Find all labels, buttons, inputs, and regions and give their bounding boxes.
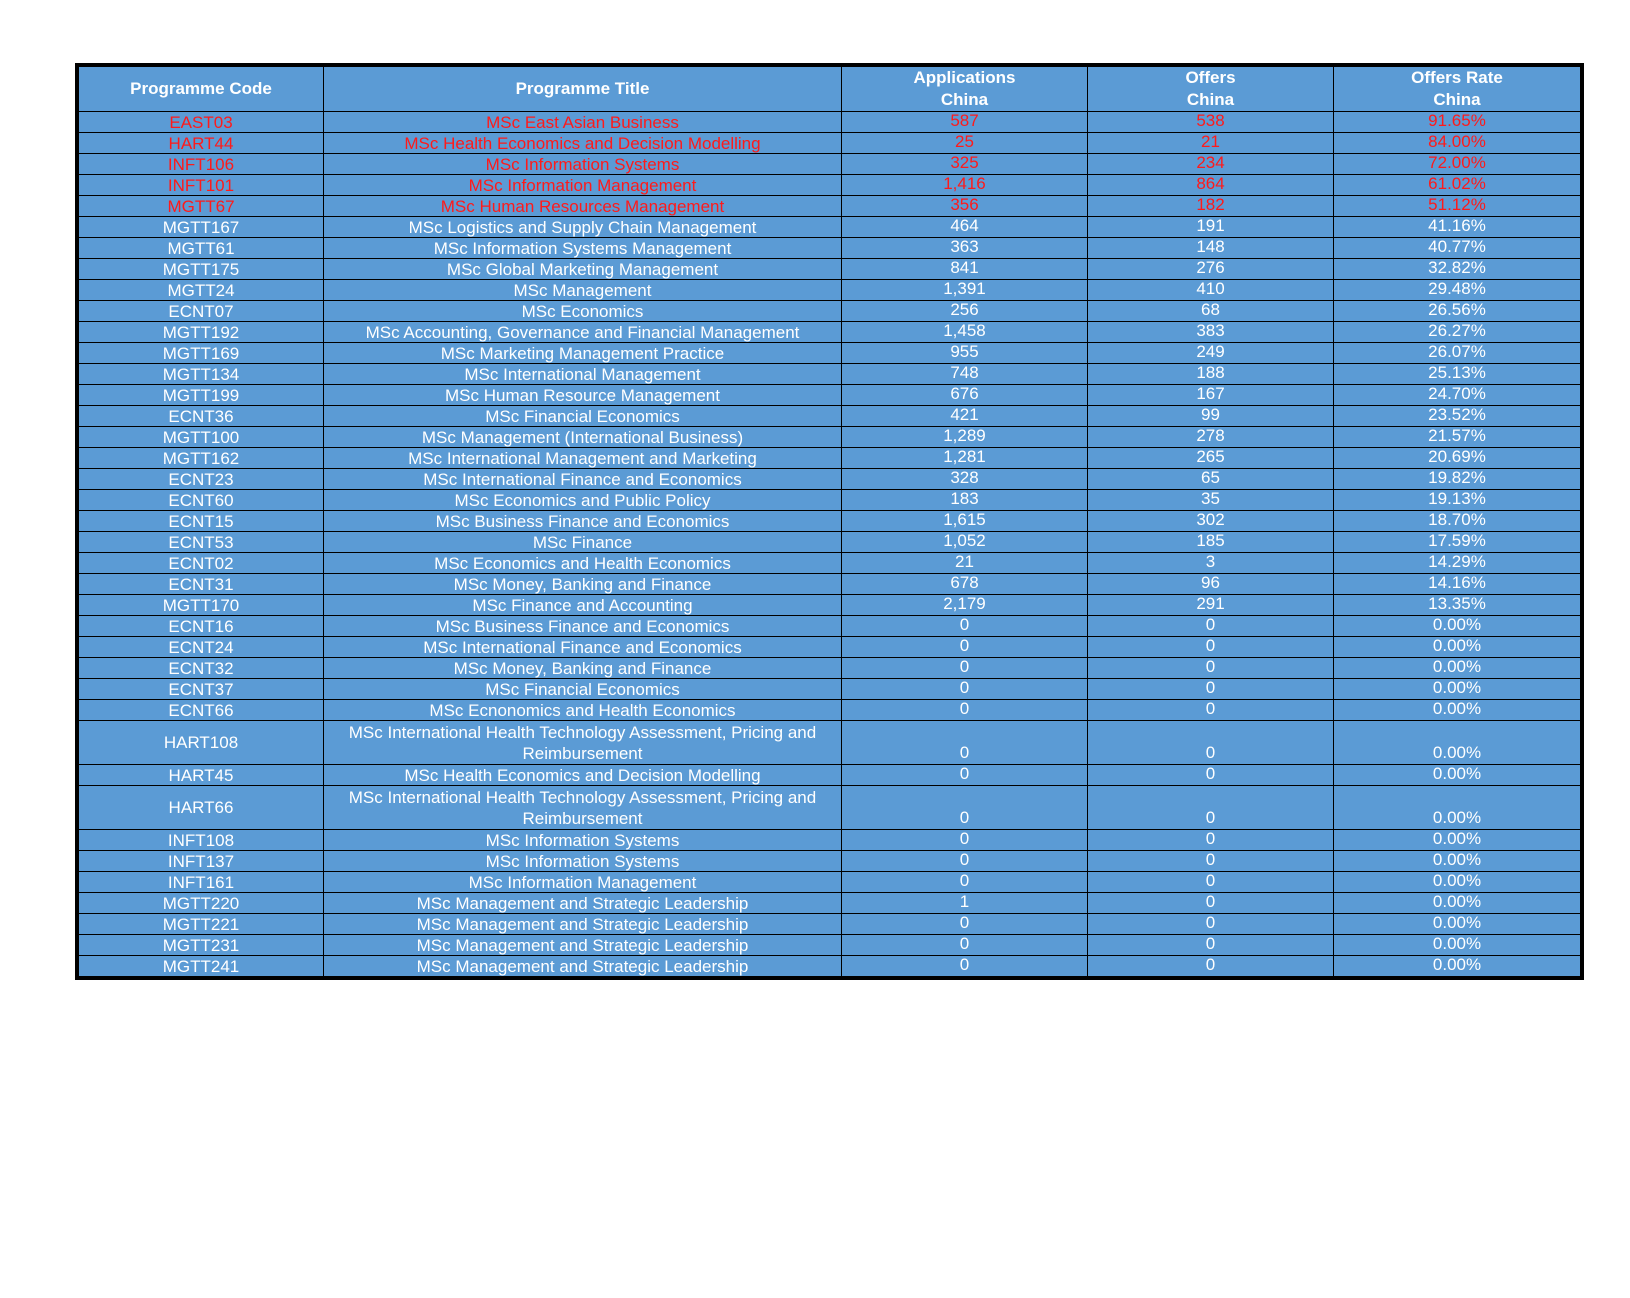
cell-programme-code[interactable]: INFT161	[79, 872, 324, 893]
cell-offers-rate[interactable]: 17.59%	[1334, 532, 1581, 553]
table-row	[79, 427, 1581, 448]
cell-offers[interactable]: 68	[1088, 301, 1334, 322]
table-row	[79, 830, 1581, 851]
cell-offers[interactable]: 182	[1088, 196, 1334, 217]
cell-applications[interactable]: 1,416	[842, 175, 1088, 196]
cell-programme-code[interactable]: ECNT24	[79, 637, 324, 658]
cell-programme-title[interactable]: MSc Information Management	[324, 872, 842, 893]
cell-programme-code[interactable]: MGTT162	[79, 448, 324, 469]
cell-offers[interactable]: 3	[1088, 553, 1334, 574]
table-row	[79, 786, 1581, 830]
cell-offers[interactable]: 0	[1088, 700, 1334, 721]
table-row	[79, 637, 1581, 658]
cell-programme-code[interactable]: ECNT07	[79, 301, 324, 322]
cell-offers[interactable]: 383	[1088, 322, 1334, 343]
table-row	[79, 196, 1581, 217]
table-row	[79, 175, 1581, 196]
cell-offers[interactable]: 291	[1088, 595, 1334, 616]
cell-programme-title[interactable]: MSc East Asian Business	[324, 112, 842, 133]
table-row	[79, 511, 1581, 532]
cell-applications[interactable]: 356	[842, 196, 1088, 217]
header-rate-region: China	[1433, 90, 1481, 109]
table-row	[79, 385, 1581, 406]
cell-applications[interactable]: 678	[842, 574, 1088, 595]
cell-offers[interactable]: 99	[1088, 406, 1334, 427]
table-row	[79, 956, 1581, 977]
cell-programme-code[interactable]: MGTT134	[79, 364, 324, 385]
cell-offers[interactable]: 0	[1088, 956, 1334, 977]
cell-applications[interactable]: 0	[842, 616, 1088, 637]
cell-programme-title[interactable]: MSc Finance and Accounting	[324, 595, 842, 616]
cell-programme-code[interactable]: ECNT32	[79, 658, 324, 679]
table-row	[79, 721, 1581, 765]
cell-applications[interactable]: 841	[842, 259, 1088, 280]
table-row	[79, 595, 1581, 616]
table-row	[79, 532, 1581, 553]
cell-programme-title[interactable]: MSc Finance	[324, 532, 842, 553]
cell-programme-title[interactable]: MSc International Management and Marketing	[324, 448, 842, 469]
cell-applications[interactable]: 0	[842, 956, 1088, 977]
cell-offers-rate[interactable]: 24.70%	[1334, 385, 1581, 406]
table-body	[79, 112, 1581, 977]
cell-programme-title[interactable]: MSc Management	[324, 280, 842, 301]
cell-offers-rate[interactable]: 29.48%	[1334, 280, 1581, 301]
cell-applications[interactable]: 21	[842, 553, 1088, 574]
cell-applications[interactable]: 0	[842, 786, 1088, 830]
cell-programme-title[interactable]: MSc Economics and Public Policy	[324, 490, 842, 511]
table-row	[79, 679, 1581, 700]
table-row	[79, 406, 1581, 427]
table-row	[79, 154, 1581, 175]
cell-applications[interactable]: 183	[842, 490, 1088, 511]
cell-programme-code[interactable]: MGTT175	[79, 259, 324, 280]
cell-applications[interactable]: 421	[842, 406, 1088, 427]
cell-programme-title[interactable]: MSc Accounting, Governance and Financial Management	[324, 322, 842, 343]
cell-offers[interactable]: 0	[1088, 914, 1334, 935]
cell-offers-rate[interactable]: 0.00%	[1334, 914, 1581, 935]
table-row	[79, 217, 1581, 238]
cell-programme-title[interactable]: MSc Financial Economics	[324, 679, 842, 700]
cell-programme-title[interactable]: MSc Management and Strategic Leadership	[324, 893, 842, 914]
table-row	[79, 133, 1581, 154]
cell-offers-rate[interactable]: 19.82%	[1334, 469, 1581, 490]
cell-programme-title[interactable]: MSc Health Economics and Decision Modelling	[324, 765, 842, 786]
header-rate-label: Offers Rate	[1411, 68, 1503, 87]
cell-applications[interactable]: 0	[842, 637, 1088, 658]
cell-offers[interactable]: 0	[1088, 830, 1334, 851]
cell-offers[interactable]: 278	[1088, 427, 1334, 448]
table-row	[79, 112, 1581, 133]
cell-offers-rate[interactable]: 0.00%	[1334, 786, 1581, 830]
cell-applications[interactable]: 325	[842, 154, 1088, 175]
cell-programme-title[interactable]: MSc Information Systems	[324, 830, 842, 851]
table-row	[79, 343, 1581, 364]
cell-programme-code[interactable]: ECNT16	[79, 616, 324, 637]
cell-programme-code[interactable]: MGTT167	[79, 217, 324, 238]
cell-programme-title[interactable]: MSc Information Systems	[324, 154, 842, 175]
cell-offers-rate[interactable]: 0.00%	[1334, 765, 1581, 786]
table-row	[79, 658, 1581, 679]
cell-offers[interactable]: 265	[1088, 448, 1334, 469]
cell-programme-code[interactable]: EAST03	[79, 112, 324, 133]
cell-programme-title[interactable]: MSc Financial Economics	[324, 406, 842, 427]
table-row	[79, 280, 1581, 301]
cell-offers-rate[interactable]: 25.13%	[1334, 364, 1581, 385]
cell-offers[interactable]: 0	[1088, 637, 1334, 658]
cell-programme-title[interactable]: MSc Management and Strategic Leadership	[324, 935, 842, 956]
cell-applications[interactable]: 0	[842, 851, 1088, 872]
cell-offers-rate[interactable]: 0.00%	[1334, 658, 1581, 679]
cell-offers[interactable]: 21	[1088, 133, 1334, 154]
cell-programme-code[interactable]: MGTT169	[79, 343, 324, 364]
cell-applications[interactable]: 464	[842, 217, 1088, 238]
cell-programme-title[interactable]: MSc Business Finance and Economics	[324, 616, 842, 637]
cell-applications[interactable]: 363	[842, 238, 1088, 259]
cell-programme-title[interactable]: MSc Logistics and Supply Chain Management	[324, 217, 842, 238]
cell-programme-code[interactable]: INFT101	[79, 175, 324, 196]
cell-offers-rate[interactable]: 0.00%	[1334, 872, 1581, 893]
header-programme-code[interactable]: Programme Code	[79, 67, 324, 112]
cell-applications[interactable]: 0	[842, 914, 1088, 935]
cell-programme-code[interactable]: MGTT24	[79, 280, 324, 301]
cell-programme-code[interactable]: ECNT23	[79, 469, 324, 490]
cell-offers[interactable]: 0	[1088, 679, 1334, 700]
header-applications-label: Applications	[913, 68, 1016, 87]
cell-programme-code[interactable]: MGTT100	[79, 427, 324, 448]
cell-programme-code[interactable]: ECNT37	[79, 679, 324, 700]
cell-applications[interactable]: 0	[842, 700, 1088, 721]
cell-offers[interactable]: 0	[1088, 872, 1334, 893]
cell-programme-code[interactable]: INFT137	[79, 851, 324, 872]
cell-offers[interactable]: 538	[1088, 112, 1334, 133]
cell-programme-code[interactable]: MGTT192	[79, 322, 324, 343]
cell-applications[interactable]: 1,458	[842, 322, 1088, 343]
cell-offers-rate[interactable]: 0.00%	[1334, 700, 1581, 721]
cell-offers[interactable]: 188	[1088, 364, 1334, 385]
cell-applications[interactable]: 2,179	[842, 595, 1088, 616]
cell-programme-code[interactable]: MGTT67	[79, 196, 324, 217]
cell-offers-rate[interactable]: 0.00%	[1334, 830, 1581, 851]
cell-programme-title[interactable]: MSc Economics and Health Economics	[324, 553, 842, 574]
cell-offers[interactable]: 302	[1088, 511, 1334, 532]
cell-programme-code[interactable]: MGTT231	[79, 935, 324, 956]
cell-applications[interactable]: 748	[842, 364, 1088, 385]
cell-offers-rate[interactable]: 14.29%	[1334, 553, 1581, 574]
cell-programme-code[interactable]: MGTT241	[79, 956, 324, 977]
cell-programme-title[interactable]: MSc Human Resources Management	[324, 196, 842, 217]
cell-programme-code[interactable]: INFT106	[79, 154, 324, 175]
cell-programme-title[interactable]: MSc Health Economics and Decision Modelling	[324, 133, 842, 154]
cell-offers-rate[interactable]: 0.00%	[1334, 679, 1581, 700]
cell-offers-rate[interactable]: 0.00%	[1334, 893, 1581, 914]
cell-offers[interactable]: 148	[1088, 238, 1334, 259]
table-row	[79, 616, 1581, 637]
cell-programme-title[interactable]: MSc Money, Banking and Finance	[324, 574, 842, 595]
cell-offers[interactable]: 0	[1088, 721, 1334, 765]
table-row	[79, 322, 1581, 343]
header-applications-region: China	[940, 90, 989, 109]
cell-applications[interactable]: 0	[842, 872, 1088, 893]
cell-applications[interactable]: 1	[842, 893, 1088, 914]
cell-programme-code[interactable]: MGTT61	[79, 238, 324, 259]
cell-offers[interactable]: 0	[1088, 786, 1334, 830]
cell-offers-rate[interactable]: 0.00%	[1334, 637, 1581, 658]
table-row	[79, 448, 1581, 469]
cell-applications[interactable]: 0	[842, 658, 1088, 679]
cell-offers-rate[interactable]: 26.07%	[1334, 343, 1581, 364]
table-row	[79, 935, 1581, 956]
cell-offers-rate[interactable]: 51.12%	[1334, 196, 1581, 217]
cell-programme-title[interactable]: MSc Global Marketing Management	[324, 259, 842, 280]
spreadsheet-sheet	[75, 63, 1584, 980]
cell-programme-code[interactable]: MGTT221	[79, 914, 324, 935]
cell-applications[interactable]: 955	[842, 343, 1088, 364]
cell-applications[interactable]: 0	[842, 679, 1088, 700]
header-offers-label: Offers	[1185, 68, 1236, 87]
cell-offers-rate[interactable]: 91.65%	[1334, 112, 1581, 133]
cell-programme-code[interactable]: HART44	[79, 133, 324, 154]
cell-offers-rate[interactable]: 0.00%	[1334, 956, 1581, 977]
cell-offers-rate[interactable]: 0.00%	[1334, 721, 1581, 765]
cell-applications[interactable]: 1,281	[842, 448, 1088, 469]
cell-programme-code[interactable]: ECNT31	[79, 574, 324, 595]
table-row	[79, 872, 1581, 893]
cell-applications[interactable]: 0	[842, 830, 1088, 851]
cell-applications[interactable]: 1,391	[842, 280, 1088, 301]
header-row	[79, 67, 1581, 112]
cell-offers-rate[interactable]: 21.57%	[1334, 427, 1581, 448]
table-row	[79, 364, 1581, 385]
cell-programme-title[interactable]: MSc International Finance and Economics	[324, 469, 842, 490]
cell-offers[interactable]: 0	[1088, 893, 1334, 914]
cell-offers-rate[interactable]: 26.56%	[1334, 301, 1581, 322]
cell-offers-rate[interactable]: 40.77%	[1334, 238, 1581, 259]
cell-programme-code[interactable]: INFT108	[79, 830, 324, 851]
table-row	[79, 490, 1581, 511]
table-row	[79, 553, 1581, 574]
cell-offers-rate[interactable]: 84.00%	[1334, 133, 1581, 154]
cell-offers-rate[interactable]: 14.16%	[1334, 574, 1581, 595]
table-row	[79, 469, 1581, 490]
cell-programme-title[interactable]: MSc Information Systems Management	[324, 238, 842, 259]
cell-programme-title[interactable]: MSc Money, Banking and Finance	[324, 658, 842, 679]
cell-offers[interactable]: 276	[1088, 259, 1334, 280]
cell-programme-code[interactable]: ECNT66	[79, 700, 324, 721]
cell-programme-title[interactable]: MSc Information Management	[324, 175, 842, 196]
cell-offers[interactable]: 0	[1088, 935, 1334, 956]
cell-offers[interactable]: 191	[1088, 217, 1334, 238]
cell-offers[interactable]: 35	[1088, 490, 1334, 511]
cell-programme-title[interactable]: MSc Information Systems	[324, 851, 842, 872]
cell-programme-title[interactable]: MSc International Management	[324, 364, 842, 385]
cell-applications[interactable]: 0	[842, 721, 1088, 765]
cell-applications[interactable]: 328	[842, 469, 1088, 490]
cell-applications[interactable]: 587	[842, 112, 1088, 133]
cell-applications[interactable]: 0	[842, 935, 1088, 956]
cell-applications[interactable]: 0	[842, 765, 1088, 786]
cell-programme-code[interactable]: ECNT02	[79, 553, 324, 574]
cell-programme-code[interactable]: MGTT199	[79, 385, 324, 406]
cell-applications[interactable]: 1,052	[842, 532, 1088, 553]
cell-offers[interactable]: 96	[1088, 574, 1334, 595]
cell-programme-title[interactable]: MSc International Finance and Economics	[324, 637, 842, 658]
cell-programme-code[interactable]: HART66	[79, 786, 324, 830]
cell-offers[interactable]: 0	[1088, 658, 1334, 679]
cell-programme-title[interactable]: MSc Management (International Business)	[324, 427, 842, 448]
programme-offers-table	[78, 66, 1581, 977]
cell-programme-title[interactable]: MSc Marketing Management Practice	[324, 343, 842, 364]
cell-programme-title[interactable]: MSc International Health Technology Assessment, Pricing and Reimbursement	[324, 721, 842, 765]
cell-offers-rate[interactable]: 61.02%	[1334, 175, 1581, 196]
table-row	[79, 574, 1581, 595]
cell-applications[interactable]: 256	[842, 301, 1088, 322]
table-row	[79, 301, 1581, 322]
cell-offers-rate[interactable]: 0.00%	[1334, 616, 1581, 637]
cell-programme-code[interactable]: MGTT220	[79, 893, 324, 914]
cell-offers[interactable]: 185	[1088, 532, 1334, 553]
cell-offers[interactable]: 167	[1088, 385, 1334, 406]
cell-programme-code[interactable]: ECNT60	[79, 490, 324, 511]
cell-offers-rate[interactable]: 19.13%	[1334, 490, 1581, 511]
table-row	[79, 765, 1581, 786]
cell-offers[interactable]: 0	[1088, 851, 1334, 872]
cell-programme-title[interactable]: MSc International Health Technology Assessment, Pricing and Reimbursement	[324, 786, 842, 830]
cell-offers-rate[interactable]: 18.70%	[1334, 511, 1581, 532]
cell-offers-rate[interactable]: 32.82%	[1334, 259, 1581, 280]
table-row	[79, 700, 1581, 721]
cell-applications[interactable]: 25	[842, 133, 1088, 154]
cell-programme-code[interactable]: HART45	[79, 765, 324, 786]
cell-offers[interactable]: 65	[1088, 469, 1334, 490]
cell-offers-rate[interactable]: 0.00%	[1334, 851, 1581, 872]
cell-programme-code[interactable]: HART108	[79, 721, 324, 765]
cell-offers[interactable]: 410	[1088, 280, 1334, 301]
cell-programme-title[interactable]: MSc Ecnonomics and Health Economics	[324, 700, 842, 721]
cell-programme-title[interactable]: MSc Human Resource Management	[324, 385, 842, 406]
cell-offers-rate[interactable]: 0.00%	[1334, 935, 1581, 956]
table-row	[79, 851, 1581, 872]
cell-programme-code[interactable]: ECNT15	[79, 511, 324, 532]
cell-offers-rate[interactable]: 13.35%	[1334, 595, 1581, 616]
cell-programme-code[interactable]: ECNT36	[79, 406, 324, 427]
table-row	[79, 238, 1581, 259]
header-programme-title[interactable]: Programme Title	[324, 67, 842, 112]
cell-programme-code[interactable]: ECNT53	[79, 532, 324, 553]
cell-programme-code[interactable]: MGTT170	[79, 595, 324, 616]
header-offers-china[interactable]	[1088, 67, 1334, 112]
table-row	[79, 259, 1581, 280]
cell-offers-rate[interactable]: 20.69%	[1334, 448, 1581, 469]
cell-offers-rate[interactable]: 41.16%	[1334, 217, 1581, 238]
cell-offers-rate[interactable]: 23.52%	[1334, 406, 1581, 427]
cell-programme-title[interactable]: MSc Business Finance and Economics	[324, 511, 842, 532]
table-row	[79, 893, 1581, 914]
cell-programme-title[interactable]: MSc Economics	[324, 301, 842, 322]
cell-programme-title[interactable]: MSc Management and Strategic Leadership	[324, 914, 842, 935]
table-row	[79, 914, 1581, 935]
cell-programme-title[interactable]: MSc Management and Strategic Leadership	[324, 956, 842, 977]
cell-offers[interactable]: 0	[1088, 616, 1334, 637]
cell-offers[interactable]: 234	[1088, 154, 1334, 175]
cell-applications[interactable]: 1,289	[842, 427, 1088, 448]
header-offers-region: China	[1186, 90, 1235, 109]
header-applications-china[interactable]	[842, 67, 1088, 112]
header-offers-rate-china[interactable]	[1334, 67, 1581, 112]
cell-offers-rate[interactable]: 72.00%	[1334, 154, 1581, 175]
cell-offers[interactable]: 0	[1088, 765, 1334, 786]
cell-offers[interactable]: 249	[1088, 343, 1334, 364]
cell-offers[interactable]: 864	[1088, 175, 1334, 196]
cell-applications[interactable]: 676	[842, 385, 1088, 406]
cell-offers-rate[interactable]: 26.27%	[1334, 322, 1581, 343]
cell-applications[interactable]: 1,615	[842, 511, 1088, 532]
